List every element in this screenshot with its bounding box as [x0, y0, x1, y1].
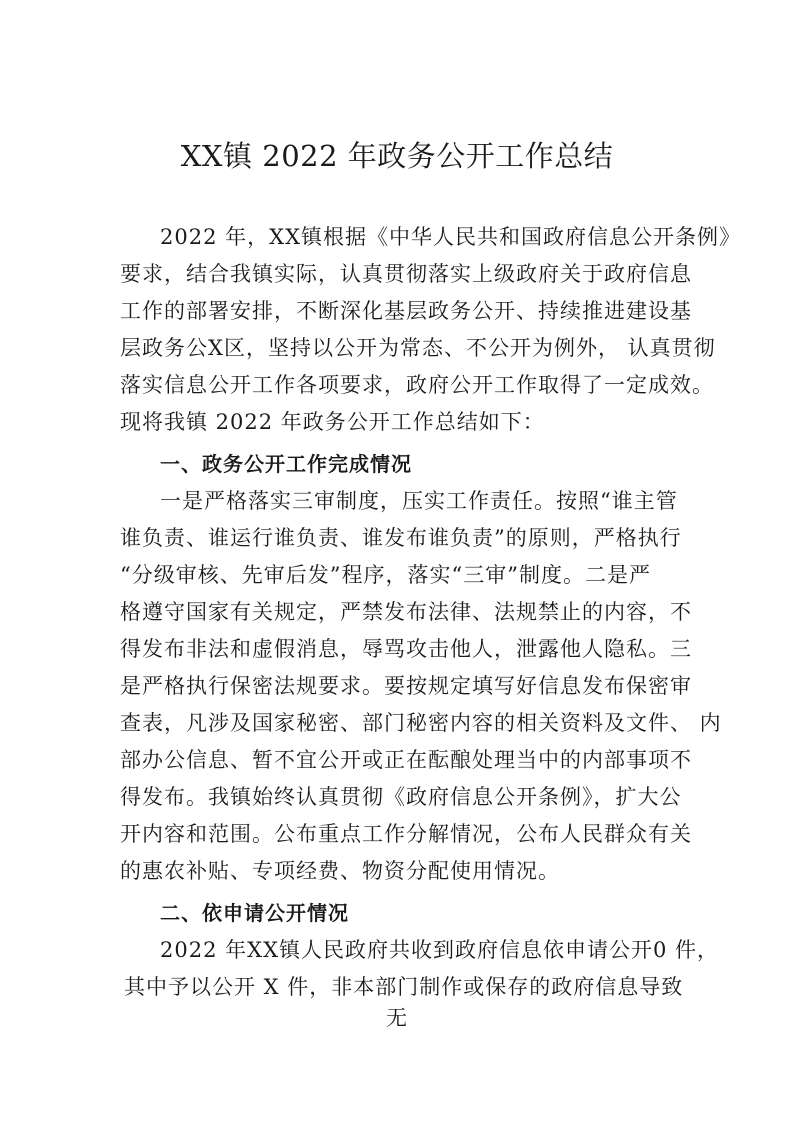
body-line: “分级审核、先审后发”程序，落实“三审”制度。二是严 — [120, 563, 651, 587]
body-line: 格遵守国家有关规定，严禁发布法律、法规禁止的内容，不 — [120, 600, 692, 624]
body-line: 开内容和范围。公布重点工作分解情况，公布人民群众有关 — [120, 822, 692, 846]
body-line: 2022 年XX镇人民政府共收到政府信息依申请公开0 件， — [160, 938, 720, 962]
body-line: 谁负责、谁运行谁负责、谁发布谁负责”的原则，严格执行 — [120, 526, 682, 550]
section-heading: 一、政务公开工作完成情况 — [160, 452, 412, 476]
intro-line: 现将我镇 2022 年政务公开工作总结如下： — [120, 410, 545, 434]
body-line: 的惠农补贴、专项经费、物资分配使用情况。 — [120, 859, 560, 883]
document-title: XX镇 2022 年政务公开工作总结 — [180, 139, 614, 173]
body-line: 其中予以公开 X 件，非本部门制作或保存的政府信息导致 — [124, 975, 684, 999]
intro-line: 层政务公X区，坚持以公开为常态、不公开为例外， 认真贯彻 — [120, 336, 716, 360]
body-line: 无 — [386, 1006, 408, 1030]
body-line: 得发布非法和虚假消息，辱骂攻击他人，泄露他人隐私。三 — [120, 637, 692, 661]
body-line: 一是严格落实三审制度，压实工作责任。按照“谁主管 — [160, 489, 678, 513]
body-line: 查表，凡涉及国家秘密、部门秘密内容的相关资料及文件、 内 — [120, 711, 722, 735]
body-line: 得发布。我镇始终认真贯彻《政府信息公开条例》，扩大公 — [120, 785, 682, 809]
body-line: 是严格执行保密法规要求。要按规定填写好信息发布保密审 — [120, 674, 692, 698]
intro-line: 工作的部署安排，不断深化基层政务公开、持续推进建设基 — [120, 299, 692, 323]
intro-line: 落实信息公开工作各项要求，政府公开工作取得了一定成效。 — [120, 373, 714, 397]
intro-line: 2022 年，XX镇根据《中华人民共和国政府信息公开条例》 — [160, 225, 742, 249]
section-heading: 二、依申请公开情况 — [160, 901, 349, 925]
body-line: 部办公信息、暂不宜公开或正在酝酿处理当中的内部事项不 — [120, 748, 692, 772]
intro-line: 要求，结合我镇实际，认真贯彻落实上级政府关于政府信息 — [120, 262, 692, 286]
